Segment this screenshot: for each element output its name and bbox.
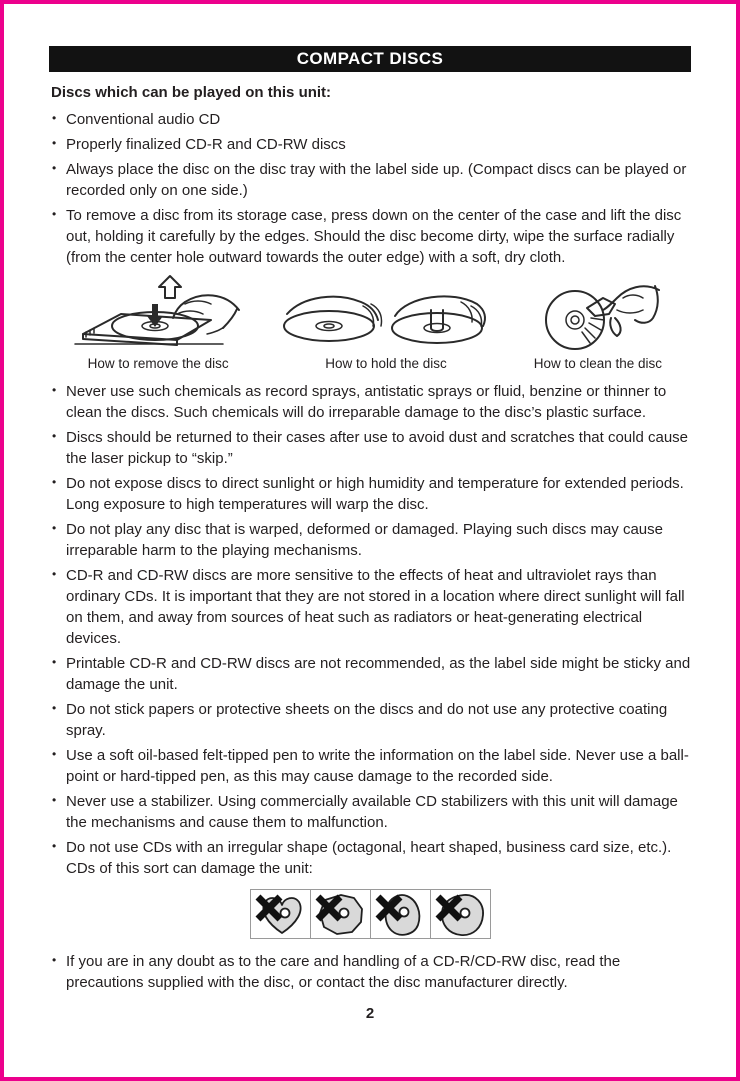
oval-disc-icon xyxy=(370,889,431,939)
figure-remove-disc xyxy=(49,274,267,371)
illustrations-row xyxy=(49,274,691,371)
prohibited-disc-shapes-strip xyxy=(250,889,490,939)
irregular-round-disc-icon xyxy=(430,889,491,939)
bullet-list-top xyxy=(49,109,691,268)
figure-caption: How to hold the disc xyxy=(325,356,447,371)
figure-hold-disc xyxy=(267,274,505,371)
list-item: • Printable CD-R and CD-RW discs are not recommended, as the label side might be sticky and damage the unit. xyxy=(49,653,691,695)
list-item: • Do not play any disc that is warped, deformed or damaged. Playing such discs may cause irreparable harm to the playing mechanisms. xyxy=(49,519,691,561)
list-item: • Do not use CDs with an irregular shape (octagonal, heart shaped, business card size, etc.). CDs of this sort can damage the unit: xyxy=(49,837,691,879)
list-item: • Properly finalized CD-R and CD-RW discs xyxy=(49,134,691,155)
figure-clean-disc xyxy=(505,274,691,371)
list-item: • To remove a disc from its storage case, press down on the center of the case and lift the disc out, holding it carefully by the edges. Should the disc become dirty, wipe the surface radially (from the center hole outward towards the outer edge) with a soft, dry cloth. xyxy=(49,205,691,268)
remove-disc-illustration-icon xyxy=(73,274,243,352)
list-item: • Never use a stabilizer. Using commercially available CD stabilizers with this unit will damage the mechanisms and cause them to malfunction. xyxy=(49,791,691,833)
hold-disc-illustration-icon xyxy=(275,274,497,352)
bullet-list-middle xyxy=(49,381,691,879)
list-item: • Do not stick papers or protective sheets on the discs and do not use any protective coating spray. xyxy=(49,699,691,741)
list-item: • Discs should be returned to their cases after use to avoid dust and scratches that could cause the laser pickup to “skip.” xyxy=(49,427,691,469)
list-item: • Do not expose discs to direct sunlight or high humidity and temperature for extended periods. Long exposure to high temperatures will warp the disc. xyxy=(49,473,691,515)
list-item: • Conventional audio CD xyxy=(49,109,691,130)
section-header-bar xyxy=(49,46,691,72)
clean-disc-illustration-icon xyxy=(531,274,665,352)
intro-heading: Discs which can be played on this unit: xyxy=(51,84,332,101)
list-item: • If you are in any doubt as to the care and handling of a CD-R/CD-RW disc, read the precautions supplied with the disc, or contact the disc manufacturer directly. xyxy=(49,951,691,993)
list-item: • Use a soft oil-based felt-tipped pen to write the information on the label side. Never use a ball-point or hard-tipped pen, as this may cause damage to the recorded side. xyxy=(49,745,691,787)
heart-shaped-disc-icon xyxy=(250,889,311,939)
bullet-list-bottom xyxy=(49,951,691,993)
page-title: COMPACT DISCS xyxy=(296,49,444,68)
figure-caption: How to remove the disc xyxy=(87,356,229,371)
page-content xyxy=(4,4,736,1022)
list-item: • CD-R and CD-RW discs are more sensitive to the effects of heat and ultraviolet rays than ordinary CDs. It is important that they are not stored in a location where direct sunlight will fall on them, and away from sources of heat such as radiators or heat-generating electrical devices. xyxy=(49,565,691,649)
list-item: • Never use such chemicals as record sprays, antistatic sprays or fluid, benzine or thinner to clean the discs. Such chemicals will do irreparable damage to the disc’s plastic surface. xyxy=(49,381,691,423)
octagonal-disc-icon xyxy=(310,889,371,939)
list-item: • Always place the disc on the disc tray with the label side up. (Compact discs can be played or recorded only on one side.) xyxy=(49,159,691,201)
page-number: 2 xyxy=(365,1005,375,1022)
figure-caption: How to clean the disc xyxy=(533,356,663,371)
